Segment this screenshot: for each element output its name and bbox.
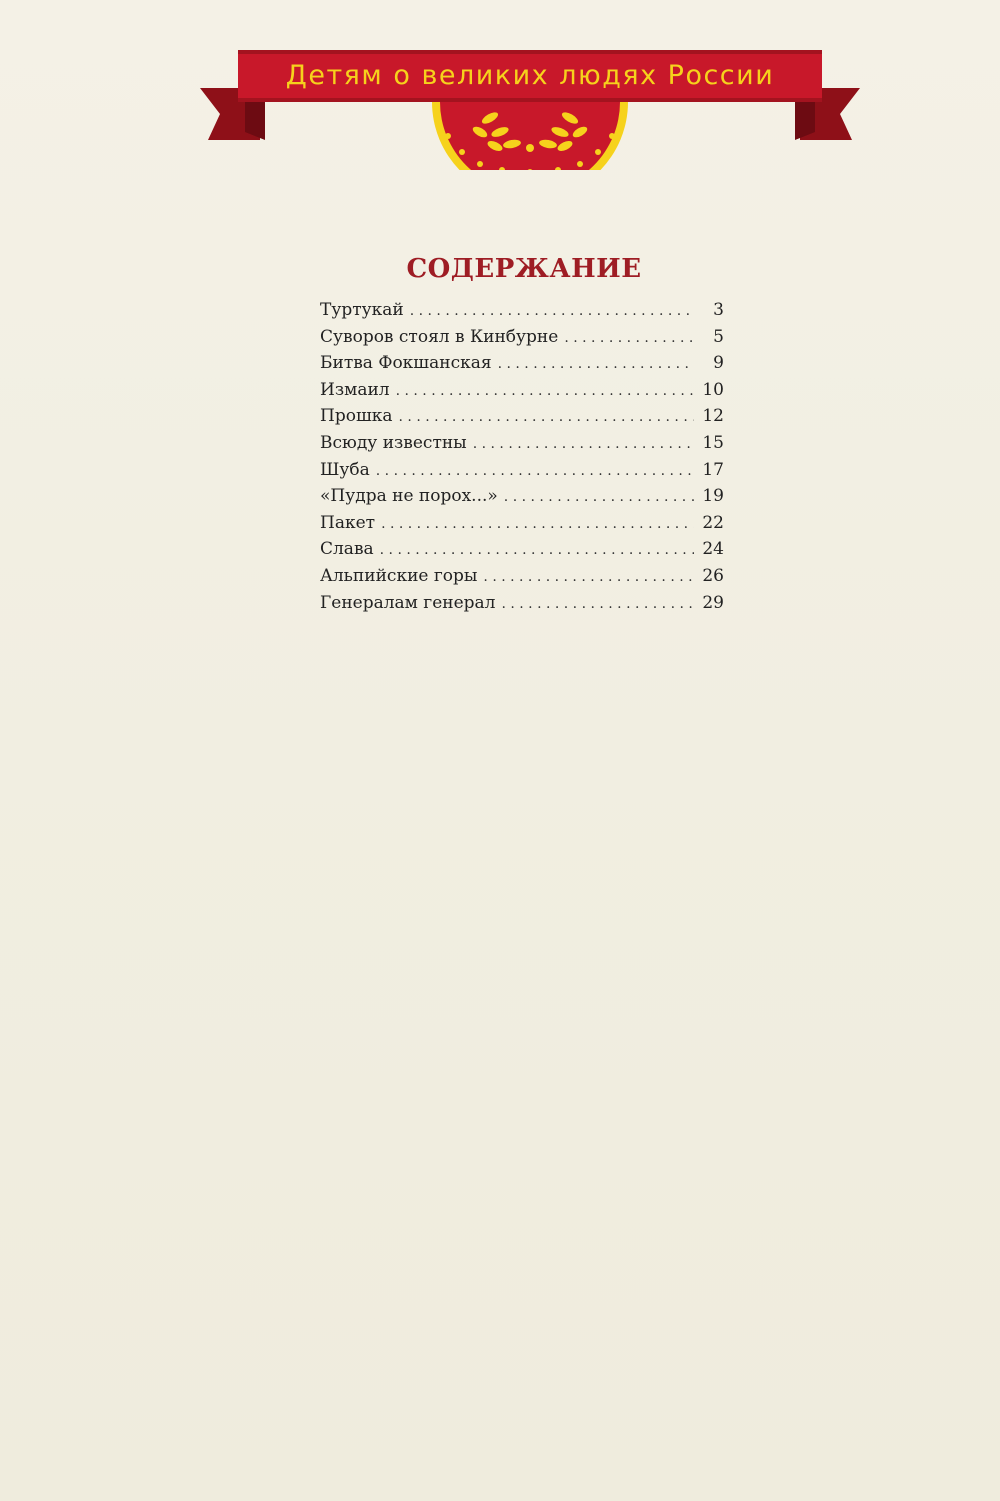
toc-entry-title: Всюду известны (320, 432, 467, 453)
table-of-contents (320, 300, 724, 619)
toc-entry-page: 19 (702, 486, 724, 507)
toc-entry-page: 24 (702, 539, 724, 560)
toc-leader-dots (376, 463, 694, 479)
toc-entry[interactable] (320, 513, 724, 540)
toc-entry-title: Альпийские горы (320, 565, 478, 586)
toc-entry-title: Слава (320, 539, 374, 560)
toc-entry[interactable] (320, 593, 724, 620)
toc-entry-page: 26 (702, 565, 724, 586)
toc-entry-page: 5 (713, 326, 724, 347)
toc-entry-title: Битва Фокшанская (320, 353, 492, 374)
toc-entry-page: 22 (702, 512, 724, 533)
toc-entry-page: 29 (702, 592, 724, 613)
toc-entry[interactable] (320, 353, 724, 380)
series-title: Детям о великих людях России (285, 60, 775, 91)
toc-entry-page: 9 (713, 353, 724, 374)
toc-entry-title: Туртукай (320, 300, 404, 320)
toc-entry-title: «Пудра не порох...» (320, 486, 498, 507)
series-banner (190, 40, 870, 170)
contents-heading: СОДЕРЖАНИЕ (406, 254, 642, 285)
toc-entry-title: Пакет (320, 512, 376, 533)
toc-entry-title: Шуба (320, 459, 370, 480)
toc-leader-dots (504, 489, 694, 505)
toc-leader-dots (399, 409, 694, 425)
toc-entry-title: Измаил (320, 379, 390, 400)
toc-leader-dots (483, 569, 694, 585)
toc-entry[interactable] (320, 539, 724, 566)
toc-entry[interactable] (320, 566, 724, 593)
toc-leader-dots (564, 330, 694, 346)
toc-leader-dots (396, 383, 694, 399)
toc-entry-title: Генералам генерал (320, 592, 496, 613)
toc-leader-dots (380, 542, 694, 558)
toc-leader-dots (501, 596, 694, 612)
toc-entry-page: 15 (702, 432, 724, 453)
toc-entry[interactable] (320, 406, 724, 433)
toc-leader-dots (410, 303, 694, 319)
toc-leader-dots (381, 516, 694, 532)
toc-leader-dots (498, 356, 694, 372)
toc-entry-title: Суворов стоял в Кинбурне (320, 326, 559, 347)
toc-entry-page: 17 (702, 459, 724, 480)
toc-entry[interactable] (320, 380, 724, 407)
toc-entry[interactable] (320, 486, 724, 513)
toc-entry-title: Прошка (320, 406, 393, 427)
toc-entry[interactable] (320, 327, 724, 354)
toc-entry[interactable] (320, 433, 724, 460)
toc-entry[interactable] (320, 460, 724, 487)
toc-entry-page: 3 (713, 300, 724, 320)
toc-entry-page: 10 (702, 379, 724, 400)
toc-entry[interactable] (320, 300, 724, 327)
toc-leader-dots (473, 436, 694, 452)
toc-entry-page: 12 (702, 406, 724, 427)
